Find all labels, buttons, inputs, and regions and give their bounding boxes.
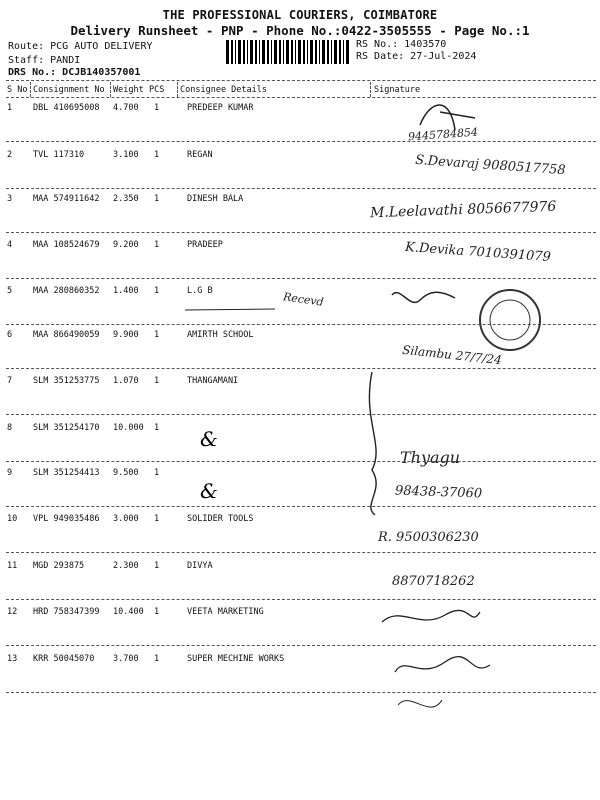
row-pcs: 1 [154,654,160,664]
col-header-pcs: PCS [149,85,165,95]
row-weight: 4.700 [113,103,139,113]
row-consignee: THANGAMANI [187,376,239,386]
row-weight: 1.070 [113,376,139,386]
row-sno: 12 [7,607,18,617]
col-header-signature: Signature [374,85,421,95]
row-consignment: MAA 574911642 [33,194,100,204]
row-consignee: L.G B [187,286,213,296]
row-pcs: 1 [154,286,160,296]
row-sno: 5 [7,286,13,296]
row-pcs: 1 [154,561,160,571]
row-consignment: VPL 949035486 [33,514,100,524]
signature-scribble [395,657,490,672]
row-consignment: HRD 758347399 [33,607,100,617]
row-consignment: DBL 410695008 [33,103,100,113]
row-pcs: 1 [154,194,160,204]
underline-mark [185,309,275,310]
bracket-mark [369,372,376,515]
rs-date: RS Date: 27-Jul-2024 [356,51,477,62]
row-pcs: 1 [154,607,160,617]
check-mark-icon: & [200,479,218,503]
row-signature: M.Leelavathi 8056677976 [369,198,557,222]
row-sno: 4 [7,240,13,250]
row-weight: 10.400 [113,607,144,617]
rs-number: RS No.: 1403570 [356,39,447,50]
signature-scribble [398,700,442,707]
row-consignment: TVL 117310 [33,150,85,160]
row-pcs: 1 [154,514,160,524]
row-weight: 9.900 [113,330,139,340]
runsheet-title: Delivery Runsheet - PNP - Phone No.:0422-3505555 - Page No.:1 [70,23,530,38]
row-sno: 10 [7,514,18,524]
company-name: THE PROFESSIONAL COURIERS, COIMBATORE [162,8,438,22]
signature-scribble [382,610,480,622]
row-consignee: SUPER MECHINE WORKS [187,654,285,664]
signature-scribble [420,105,475,130]
row-pcs: 1 [154,468,160,478]
row-consignee: AMIRTH SCHOOL [187,330,254,340]
row-pcs: 1 [154,330,160,340]
row-sno: 1 [7,103,13,113]
col-header-weight: Weight [113,85,144,95]
row-consignment: SLM 351253775 [33,376,100,386]
received-note: Recevd [282,290,325,309]
stamp-inner-icon [490,300,530,340]
row-weight: 9.500 [113,468,139,478]
row-signature: S.Devaraj 9080517758 [414,152,566,179]
row-signature: Silambu 27/7/24 [401,342,503,368]
route-label: Route: PCG AUTO DELIVERY [8,41,153,52]
row-consignment: MAA 866490059 [33,330,100,340]
row-weight: 3.100 [113,150,139,160]
row-weight: 2.300 [113,561,139,571]
row-pcs: 1 [154,150,160,160]
signature-scribble [392,292,455,302]
row-signature: R. 9500306230 [378,530,479,545]
row-sno: 2 [7,150,13,160]
row-consignee: DINESH BALA [187,194,244,204]
row-weight: 3.000 [113,514,139,524]
row-consignment: MGD 293875 [33,561,85,571]
row-weight: 10.000 [113,423,144,433]
row-sno: 11 [7,561,18,571]
row-signature: 98438-37060 [394,483,483,502]
row-pcs: 1 [154,376,160,386]
row-pcs: 1 [154,240,160,250]
col-header-consignment: Consignment No [33,85,105,95]
row-sno: 7 [7,376,13,386]
row-signature: K.Devika 7010391079 [404,239,552,266]
row-consignee: VEETA MARKETING [187,607,264,617]
row-sno: 6 [7,330,13,340]
row-weight: 3.700 [113,654,139,664]
row-weight: 1.400 [113,286,139,296]
row-weight: 9.200 [113,240,139,250]
row-consignee: REGAN [187,150,213,160]
row-consignee: SOLIDER TOOLS [187,514,254,524]
row-consignee: PRADEEP [187,240,223,250]
row-signature: Thyagu [400,448,461,467]
row-consignment: MAA 280860352 [33,286,100,296]
row-sno: 8 [7,423,13,433]
row-weight: 2.350 [113,194,139,204]
drs-number: DRS No.: DCJB140357001 [8,67,141,78]
col-header-consignee: Consignee Details [180,85,267,95]
col-header-sno: S No [7,85,28,95]
stamp-icon [480,290,540,350]
staff-label: Staff: PANDI [8,55,81,66]
check-mark-icon: & [200,427,218,451]
row-consignment: SLM 351254170 [33,423,100,433]
row-sno: 13 [7,654,18,664]
row-pcs: 1 [154,103,160,113]
row-signature: 9445784854 [407,125,479,144]
row-consignee: DIVYA [187,561,213,571]
row-consignment: MAA 108524679 [33,240,100,250]
row-consignment: SLM 351254413 [33,468,100,478]
row-consignment: KRR 50045070 [33,654,95,664]
row-sno: 3 [7,194,13,204]
row-pcs: 1 [154,423,160,433]
row-consignee: PREDEEP KUMAR [187,103,254,113]
row-sno: 9 [7,468,13,478]
row-signature: 8870718262 [392,574,475,589]
